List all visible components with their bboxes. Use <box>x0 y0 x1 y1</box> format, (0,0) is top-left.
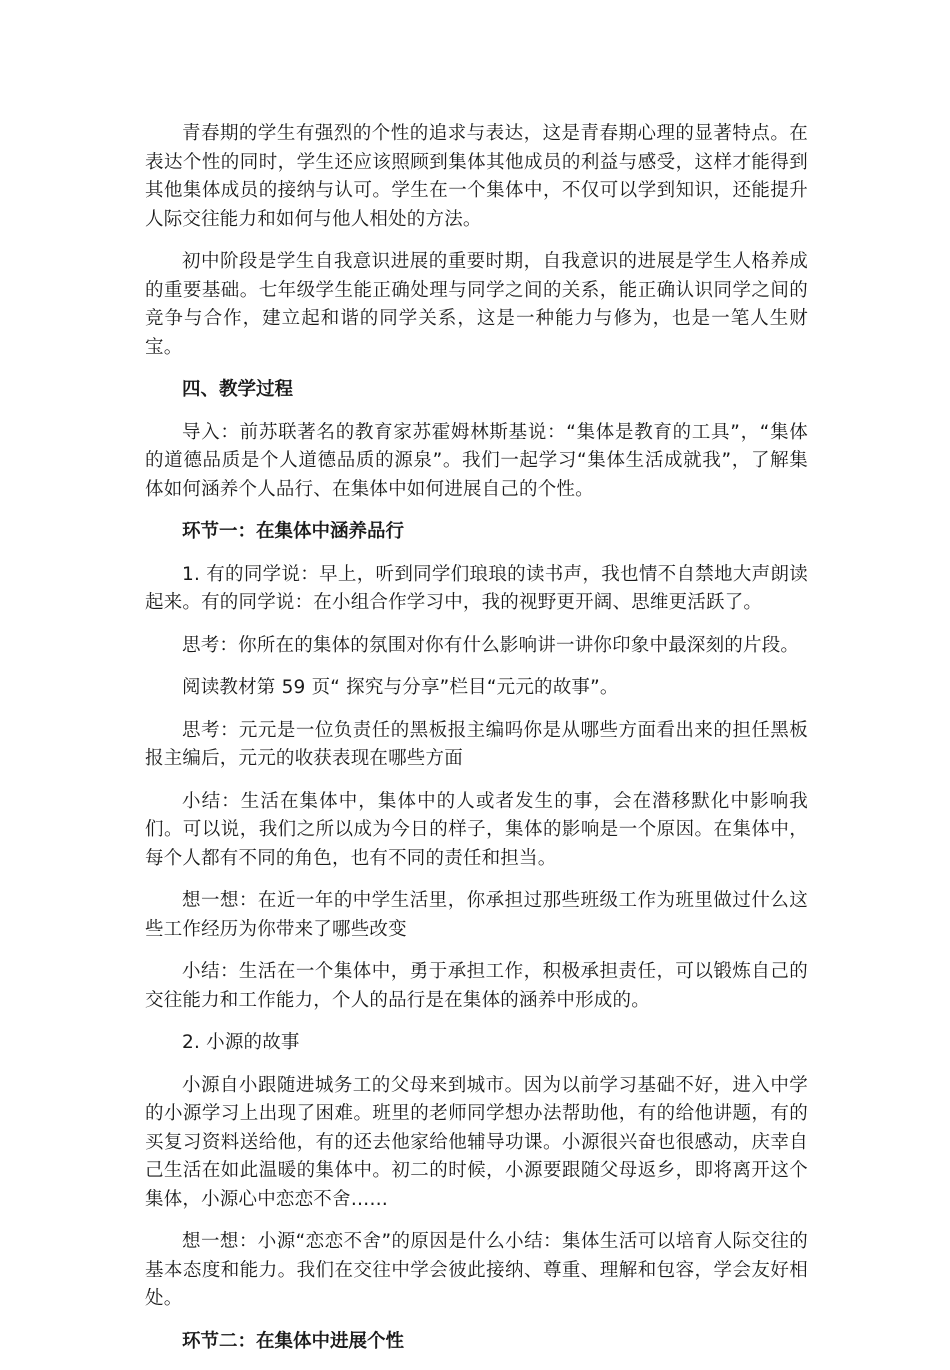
paragraph-classmates-say: 1. 有的同学说：早上，听到同学们琅琅的读书声，我也情不自禁地大声朗读起来。有的同学说：在小组合作学习中，我的视野更开阔、思维更活跃了。 <box>145 563 808 613</box>
paragraph-summary-responsibility: 小结：生活在一个集体中，勇于承担工作，积极承担责任，可以锻炼自己的交往能力和工作能力，个人的品行是在集体的涵养中形成的。 <box>145 961 808 1011</box>
section-heading-teaching-process: 四、教学过程 <box>182 379 294 400</box>
section-heading-step-one: 环节一：在集体中涵养品行 <box>182 521 405 542</box>
paragraph-xiaoyuan-title: 2. 小源的故事 <box>182 1032 300 1053</box>
paragraph-think-class-work: 想一想：在近一年的中学生活里，你承担过那些班级工作为班里做过什么这些工作经历为你带来了哪些改变 <box>145 890 808 940</box>
section-heading-step-two: 环节二：在集体中进展个性 <box>182 1330 405 1352</box>
paragraph-summary-influence: 小结：生活在集体中，集体中的人或者发生的事，会在潜移默化中影响我们。可以说，我们之所以成为今日的样子，集体的影响是一个原因。在集体中，每个人都有不同的角色，也有不同的责任和担当。 <box>145 790 808 869</box>
paragraph-think-atmosphere: 思考：你所在的集体的氛围对你有什么影响讲一讲你印象中最深刻的片段。 <box>182 634 800 656</box>
paragraph-think-reluctance: 想一想：小源“恋恋不舍”的原因是什么小结：集体生活可以培育人际交往的基本态度和能力。我们在交往中学会彼此接纳、尊重、理解和包容，学会友好相处。 <box>145 1231 808 1309</box>
paragraph-xiaoyuan-story: 小源自小跟随进城务工的父母来到城市。因为以前学习基础不好，进入中学的小源学习上出现了困难。班里的老师同学想办法帮助他，有的给他讲题，有的买复习资料送给他，有的还去他家给他辅导功课。小源很兴奋也很感动，庆幸自己生活在如此温暖的集体中。初二的时候，小源要跟随父母返乡，即将离开这个集体，小源心中恋恋不舍…… <box>145 1074 808 1210</box>
paragraph-think-yuanyuan: 思考：元元是一位负责任的黑板报主编吗你是从哪些方面看出来的担任黑板报主编后，元元的收获表现在哪些方面 <box>145 719 808 769</box>
paragraph-read-textbook: 阅读教材第 59 页“ 探究与分享”栏目“元元的故事”。 <box>182 677 619 698</box>
paragraph-adolescent-individuality: 青春期的学生有强烈的个性的追求与表达，这是青春期心理的显著特点。在表达个性的同时，学生还应该照顾到集体其他成员的利益与感受，这样才能得到其他集体成员的接纳与认可。学生在一个集体中，不仅可以学到知识，还能提升人际交往能力和如何与他人相处的方法。 <box>145 123 808 230</box>
document-page <box>145 120 808 1370</box>
paragraph-self-awareness: 初中阶段是学生自我意识进展的重要时期，自我意识的进展是学生人格养成的重要基础。七年级学生能正确处理与同学之间的关系，能正确认识同学之间的竞争与合作，建立起和谐的同学关系，这是一种能力与修为，也是一笔人生财宝。 <box>145 251 808 358</box>
paragraph-introduction: 导入：前苏联著名的教育家苏霍姆林斯基说：“集体是教育的工具”，“集体的道德品质是个人道德品质的源泉”。我们一起学习“集体生活成就我”，了解集体如何涵养个人品行、在集体中如何进展自己的个性。 <box>145 421 808 500</box>
